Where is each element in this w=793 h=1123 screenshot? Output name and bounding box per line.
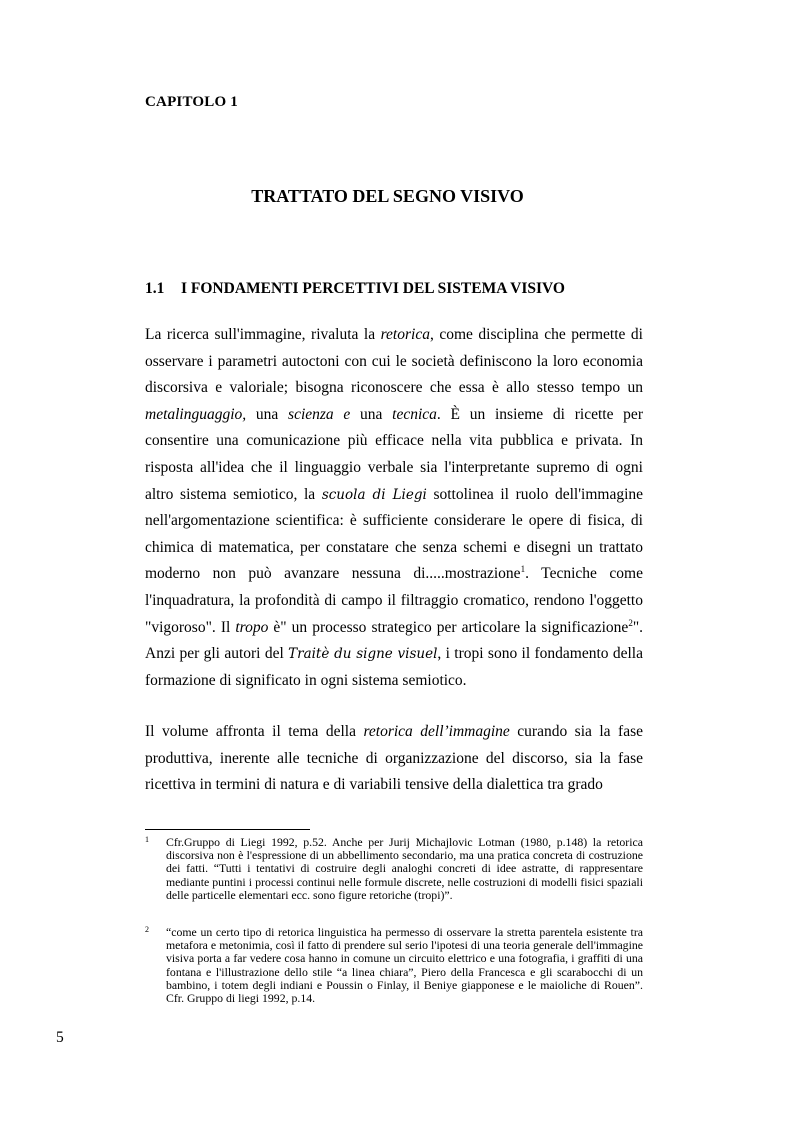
chapter-title: TRATTATO DEL SEGNO VISIVO bbox=[251, 186, 524, 206]
section-heading bbox=[145, 280, 565, 298]
footnote-ref-2[interactable]: 2 bbox=[628, 617, 633, 628]
italic-term-traite: Traitè du signe visuel bbox=[288, 646, 438, 663]
italic-term-retorica: retorica bbox=[380, 326, 430, 343]
text-run: Il volume affronta il tema della bbox=[145, 723, 364, 740]
footnote-ref-1[interactable]: 1 bbox=[520, 564, 526, 575]
italic-term-scuola-di-liegi: scuola di Liegi bbox=[321, 486, 427, 503]
footnote-mark: 1 bbox=[145, 835, 149, 844]
text-run: sottolinea il ruolo dell'immagine nell'argomentazione scientifica: è sufficiente considerare le opere di fisica, di chimica di matematica, per constatare che senza schemi e disegni un trattato moderno non può avanzare nessuna di.....mostrazione bbox=[145, 485, 644, 583]
text-run: . Tecniche come l'inquadratura, la profondità di campo il filtraggio cromatico, rendono l'oggetto "vigoroso". Il bbox=[145, 565, 643, 636]
body-paragraph-1 bbox=[145, 322, 643, 694]
footnote-separator bbox=[145, 829, 310, 830]
section-number: 1.1 bbox=[145, 280, 165, 297]
text-run: , i tropi sono il fondamento della formazione di significato in ogni sistema semiotico. bbox=[145, 645, 643, 689]
italic-term-tropo: tropo bbox=[235, 618, 269, 636]
italic-term-tecnica: tecnica bbox=[392, 405, 437, 423]
italic-term-scienza: scienza e bbox=[288, 405, 351, 423]
chapter-label: CAPITOLO 1 bbox=[145, 94, 238, 110]
footnote-1 bbox=[145, 836, 643, 902]
text-run: una bbox=[350, 405, 393, 423]
text-run: La ricerca sull'immagine, rivaluta la bbox=[145, 326, 381, 343]
text-run: una bbox=[246, 405, 289, 423]
footnote-text: “come un certo tipo di retorica linguistica ha permesso di osservare la stretta parentela esistente tra metafora e metonimia, così il fatto di prendere sul serio l'ipotesi di una teoria generale dell'immagine visiva porta a far vedere cosa hanno in comune un circuito elettrico e una fotografia, i graffiti di una fontana e l'illustrazione dello stile “a linea chiara”, Piero della Francesca e gli scarabocchi di un bambino, i totem degli indiani e Poussin o Finlay, il Beniye giapponese e le maioliche di Rouen”. Cfr. Gruppo di liegi 1992, p.14. bbox=[166, 925, 643, 1006]
text-run: ". Anzi per gli autori del bbox=[145, 618, 644, 663]
body-paragraph-2 bbox=[145, 719, 643, 799]
footnote-text: Cfr.Gruppo di Liegi 1992, p.52. Anche per Jurij Michajlovic Lotman (1980, p.148) la retorica discorsiva non è l'espressione di un abbellimento secondario, ma una pratica concreta di costruzione dei fatti. “Tutti i tentativi di costruire degli analoghi concreti di idee astratte, di rappresentare mediante puntini i processi continui nelle formule discrete, nelle costruzioni di modelli fisici spaziali delle particelle elementari ecc. sono figure retoriche (tropi)”. bbox=[166, 835, 643, 902]
section-title: I FONDAMENTI PERCETTIVI DEL SISTEMA VISIVO bbox=[181, 280, 565, 297]
text-run: . È un insieme di ricette per consentire una comunicazione più efficace nella vita pubblica e privata. In risposta all'idea che il linguaggio verbale sia l'interpretante supremo di ogni altro sistema semiotico, la bbox=[145, 405, 643, 503]
italic-term-metalinguaggio: metalinguaggio, bbox=[145, 405, 247, 423]
text-run: , come disciplina che permette di osservare i parametri autoctoni con cui le società definiscono la loro economia discorsiva e valoriale; bisogna riconoscere che essa è allo stesso tempo un bbox=[145, 326, 643, 397]
footnote-mark: 2 bbox=[145, 925, 149, 934]
page-number: 5 bbox=[56, 1029, 64, 1046]
italic-term-retorica-immagine: retorica dell’immagine bbox=[363, 723, 510, 740]
footnote-2 bbox=[145, 926, 643, 1005]
text-run: curando sia la fase produttiva, inerente alle tecniche di organizzazione del discorso, sia la fase ricettiva in termini di natura e di variabili tensive della dialettica tra grado bbox=[145, 723, 643, 794]
text-run: è" un processo strategico per articolare la significazione bbox=[268, 618, 629, 636]
